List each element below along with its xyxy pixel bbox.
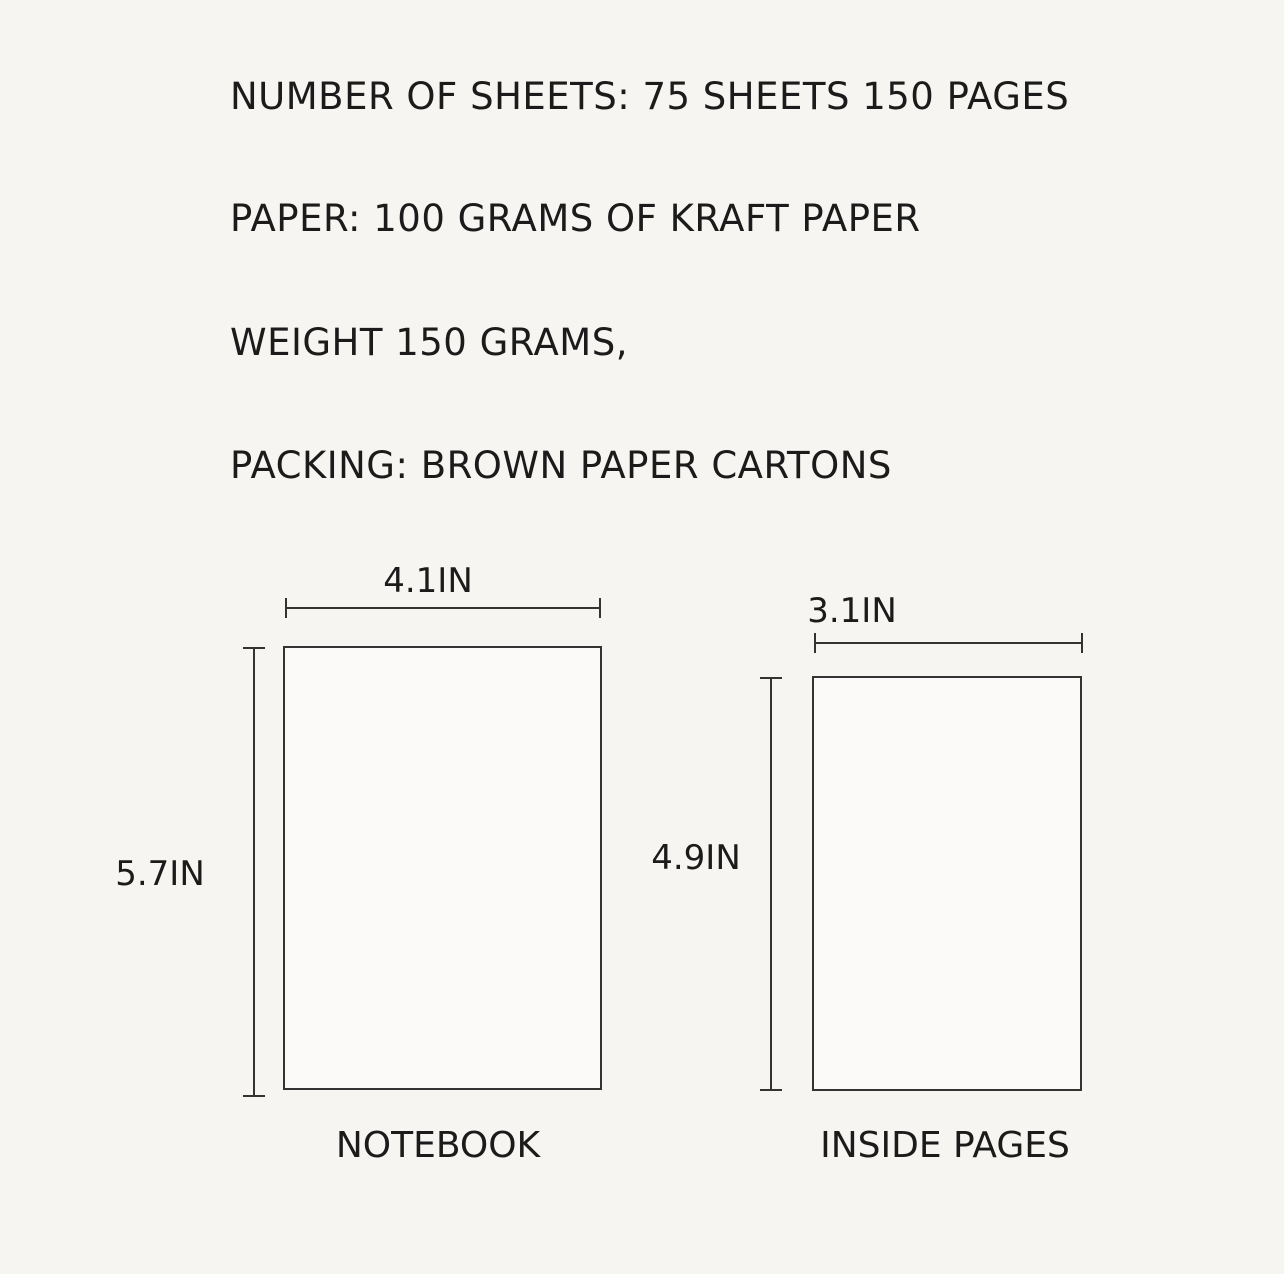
spec-packing: PACKING: BROWN PAPER CARTONS bbox=[230, 444, 892, 487]
notebook-height-label: 5.7IN bbox=[115, 854, 205, 894]
notebook-diagram bbox=[115, 561, 601, 1166]
spec-sheets: NUMBER OF SHEETS: 75 SHEETS 150 PAGES bbox=[230, 75, 1070, 118]
spec-weight: WEIGHT 150 GRAMS, bbox=[230, 321, 628, 364]
notebook-caption: NOTEBOOK bbox=[335, 1125, 541, 1166]
inside-pages-width-dimension bbox=[815, 633, 1082, 653]
inside-pages-width-label: 3.1IN bbox=[807, 591, 897, 631]
inside-pages-height-label: 4.9IN bbox=[651, 838, 741, 878]
notebook-outline bbox=[284, 647, 601, 1089]
notebook-width-label: 4.1IN bbox=[383, 561, 473, 601]
spec-paper: PAPER: 100 GRAMS OF KRAFT PAPER bbox=[230, 197, 921, 240]
inside-pages-height-dimension bbox=[760, 678, 782, 1090]
inside-pages-outline bbox=[813, 677, 1081, 1090]
inside-pages-caption: INSIDE PAGES bbox=[820, 1125, 1070, 1166]
notebook-height-dimension bbox=[243, 648, 265, 1096]
inside-pages-diagram bbox=[651, 591, 1082, 1166]
notebook-width-dimension bbox=[286, 598, 600, 618]
